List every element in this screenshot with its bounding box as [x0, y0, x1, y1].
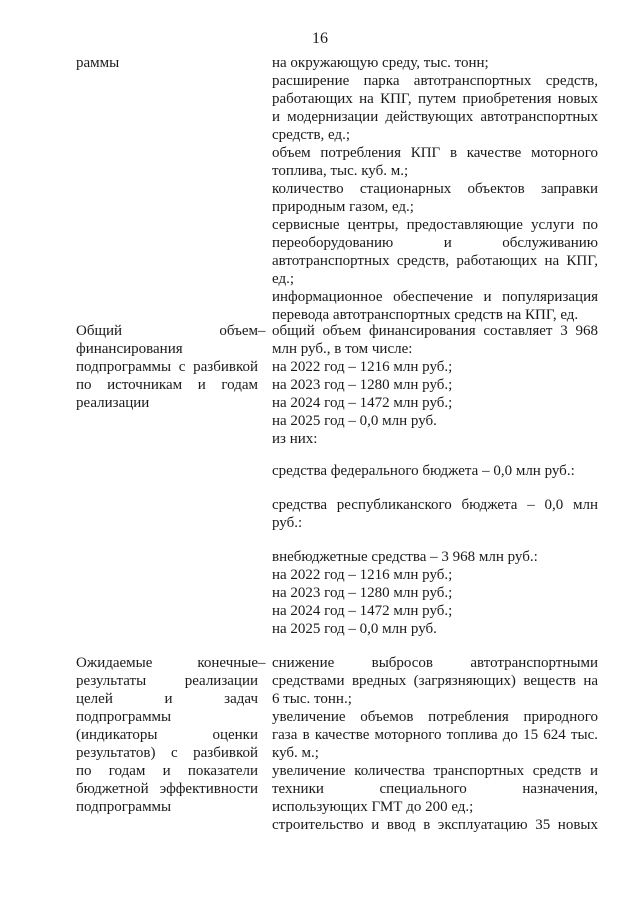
results-text-line: газа в качестве моторного топлива до 15 624 тыс.: [272, 727, 598, 743]
finance-dash: –: [258, 323, 266, 339]
right-text-line: информационное обеспечение и популяризация: [272, 289, 598, 305]
results-label-line: результаты реализации: [76, 673, 258, 689]
right-text-line: перевода автотранспортных средств на КПГ, ед.: [272, 307, 579, 323]
results-label-line: по годам и показатели: [76, 763, 258, 779]
right-text-line: сервисные центры, предоставляющие услуги по: [272, 217, 598, 233]
finance-label-line: по источникам и годам: [76, 377, 258, 393]
republic-budget-line: средства республиканского бюджета – 0,0 млн: [272, 497, 598, 513]
right-text-line: топлива, тыс. куб. м.;: [272, 163, 409, 179]
results-label-line: бюджетной эффективности: [76, 781, 258, 797]
right-text-line: переоборудованию и обслуживанию: [272, 235, 598, 251]
results-text-line: использующих ГМТ до 200 ед.;: [272, 799, 474, 815]
results-text-line: техники специального назначения,: [272, 781, 598, 797]
finance-label-line: Общий объем: [76, 323, 258, 339]
finance-label-line: реализации: [76, 395, 150, 411]
finance-text-line: на 2022 год – 1216 млн руб.;: [272, 359, 453, 375]
federal-budget-line: средства федерального бюджета – 0,0 млн руб.:: [272, 463, 575, 479]
extrabudget-line: на 2023 год – 1280 млн руб.;: [272, 585, 453, 601]
finance-label-line: подпрограммы с разбивкой: [76, 359, 258, 375]
right-text-line: работающих на КПГ, путем приобретения новых: [272, 91, 598, 107]
results-text-line: 6 тыс. тонн.;: [272, 691, 352, 707]
results-text-line: строительство и ввод в эксплуатацию 35 новых: [272, 817, 598, 833]
results-label-line: результатов) с разбивкой: [76, 745, 258, 761]
left-top-line: раммы: [76, 55, 120, 71]
right-text-line: средств, ед.;: [272, 127, 351, 143]
results-label-line: подпрограммы: [76, 709, 172, 725]
results-label-line: Ожидаемые конечные: [76, 655, 258, 671]
finance-text-line: млн руб., в том числе:: [272, 341, 413, 357]
results-label-line: (индикаторы оценки: [76, 727, 258, 743]
results-text-line: средствами вредных (загрязняющих) веществ на: [272, 673, 598, 689]
results-label-line: подпрограммы: [76, 799, 172, 815]
right-text-line: автотранспортных средств, работающих на КПГ,: [272, 253, 598, 269]
extrabudget-line: внебюджетные средства – 3 968 млн руб.:: [272, 549, 538, 565]
results-label-line: целей и задач: [76, 691, 258, 707]
right-text-line: объем потребления КПГ в качестве моторного: [272, 145, 598, 161]
finance-text-line: на 2023 год – 1280 млн руб.;: [272, 377, 453, 393]
extrabudget-line: на 2024 год – 1472 млн руб.;: [272, 603, 453, 619]
finance-text-line: на 2025 год – 0,0 млн руб.: [272, 413, 437, 429]
finance-text-line: общий объем финансирования составляет 3 968: [272, 323, 598, 339]
right-text-line: расширение парка автотранспортных средств,: [272, 73, 598, 89]
right-text-line: и модернизации действующих автотранспортных: [272, 109, 598, 125]
right-text-line: количество стационарных объектов заправки: [272, 181, 598, 197]
results-dash: –: [258, 655, 266, 671]
results-text-line: снижение выбросов автотранспортными: [272, 655, 598, 671]
right-text-line: ед.;: [272, 271, 295, 287]
right-text-line: на окружающую среду, тыс. тонн;: [272, 55, 489, 71]
finance-label-line: финансирования: [76, 341, 183, 357]
results-text-line: увеличение количества транспортных средств и: [272, 763, 598, 779]
results-text-line: куб. м.;: [272, 745, 319, 761]
republic-budget-line: руб.:: [272, 515, 303, 531]
results-text-line: увеличение объемов потребления природного: [272, 709, 598, 725]
finance-text-line: на 2024 год – 1472 млн руб.;: [272, 395, 453, 411]
page-number: 16: [312, 30, 328, 47]
extrabudget-line: на 2025 год – 0,0 млн руб.: [272, 621, 437, 637]
finance-text-line: из них:: [272, 431, 318, 447]
right-text-line: природным газом, ед.;: [272, 199, 414, 215]
extrabudget-line: на 2022 год – 1216 млн руб.;: [272, 567, 453, 583]
